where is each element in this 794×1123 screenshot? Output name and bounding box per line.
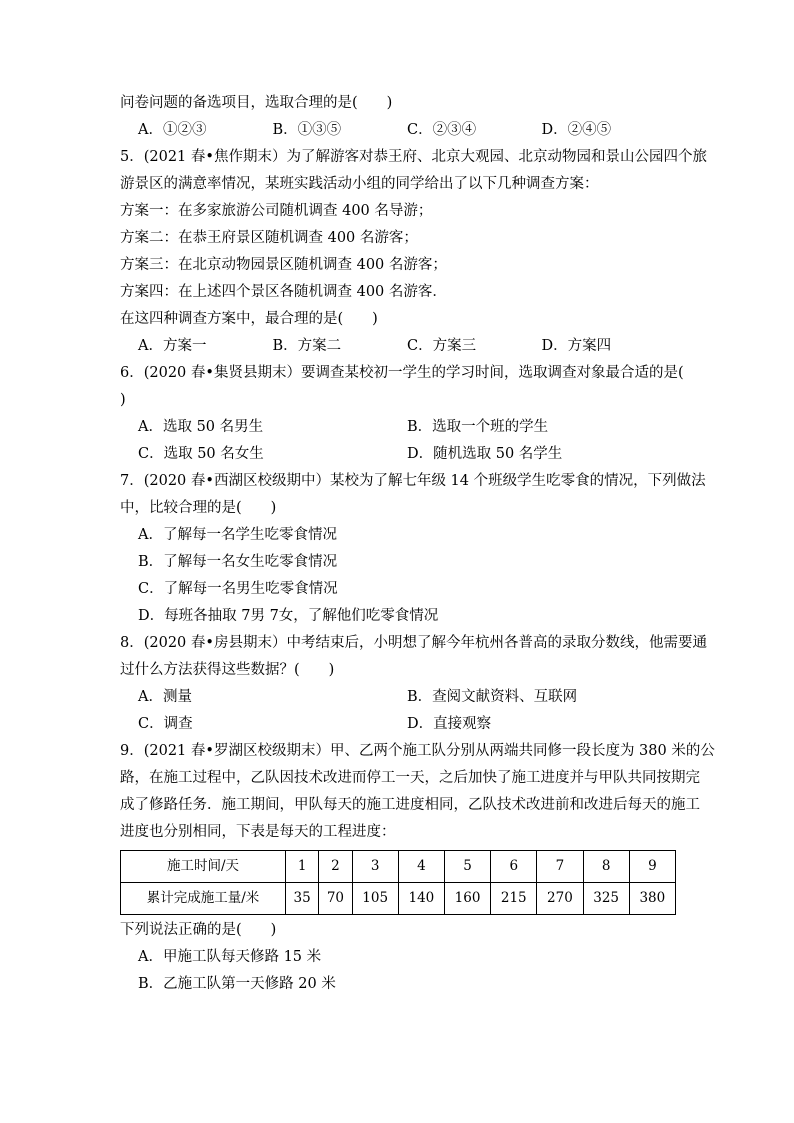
q4-option-d: D．②④⑤ — [541, 122, 612, 138]
q7-option-a: A．了解每一名学生吃零食情况 — [138, 527, 337, 543]
q9-question: 下列说法正确的是( ) — [120, 922, 277, 938]
q9-progress-table — [120, 850, 676, 915]
table-cell-day: 3 — [352, 851, 398, 883]
table-cell-amount: 140 — [398, 883, 444, 915]
q4-option-c: C．②③④ — [407, 122, 477, 138]
q9-stem-line2: 路，在施工过程中，乙队因技术改进而停工一天，之后加快了施工进度并与甲队共同按期完 — [120, 770, 700, 786]
table-cell-day: 8 — [583, 851, 629, 883]
table-row — [121, 851, 676, 883]
q5-option-b: B．方案二 — [272, 338, 342, 354]
q9-option-a: A．甲施工队每天修路 15 米 — [138, 949, 322, 965]
q8-options-row1 — [120, 684, 676, 711]
q6-stem-line2: ) — [120, 392, 126, 408]
table-cell-amount: 270 — [537, 883, 583, 915]
q5-stem-line1: 5．(2021 春•焦作期末）为了解游客对恭王府、北京大观园、北京动物园和景山公园四个旅 — [120, 149, 707, 165]
q9-stem-line3: 成了修路任务．施工期间，甲队每天的施工进度相同，乙队技术改进前和改进后每天的施工 — [120, 797, 700, 813]
table-cell-day: 2 — [319, 851, 352, 883]
q5-options — [120, 333, 676, 360]
table-cell-amount: 160 — [444, 883, 490, 915]
q6-options-row2 — [120, 441, 676, 468]
q4-options — [120, 117, 676, 144]
q9-stem-line1: 9．(2021 春•罗湖区校级期末）甲、乙两个施工队分别从两端共同修一段长度为 380 米的公 — [120, 743, 715, 759]
table-cell-amount: 215 — [491, 883, 537, 915]
q5-question: 在这四种调查方案中，最合理的是( ) — [120, 311, 378, 327]
table-cell-day: 5 — [444, 851, 490, 883]
q6-options-row1 — [120, 414, 676, 441]
q5-option-d: D．方案四 — [541, 338, 612, 354]
table-cell-day: 6 — [491, 851, 537, 883]
q5-stem-line2: 游景区的满意率情况，某班实践活动小组的同学给出了以下几种调查方案： — [120, 176, 599, 192]
table-cell-day: 1 — [286, 851, 319, 883]
table-cell-day: 7 — [537, 851, 583, 883]
table-cell-day: 4 — [398, 851, 444, 883]
q7-stem-line1: 7．(2020 春•西湖区校级期中）某校为了解七年级 14 个班级学生吃零食的情况，下列做法 — [120, 473, 706, 489]
table-row-header-amount: 累计完成施工量/米 — [121, 883, 286, 915]
q8-stem-line2: 过什么方法获得这些数据？( ) — [120, 662, 335, 678]
document-page — [120, 90, 715, 998]
q7-option-c: C．了解每一名男生吃零食情况 — [138, 581, 338, 597]
table-cell-amount: 70 — [319, 883, 352, 915]
q8-options-row2 — [120, 711, 676, 738]
q6-option-d: D．随机选取 50 名学生 — [407, 446, 563, 462]
table-cell-amount: 35 — [286, 883, 319, 915]
q9-stem-line4: 进度也分别相同，下表是每天的工程进度： — [120, 824, 396, 840]
q5-option-c: C．方案三 — [407, 338, 477, 354]
q7-option-d: D．每班各抽取 7男 7女，了解他们吃零食情况 — [138, 608, 439, 624]
q8-option-c: C．调查 — [138, 716, 193, 732]
q6-option-c: C．选取 50 名女生 — [138, 446, 264, 462]
q5-option-a: A．方案一 — [138, 338, 207, 354]
q4-option-b: B．①③⑤ — [272, 122, 342, 138]
q8-option-b: B．查阅文献资料、互联网 — [407, 689, 578, 705]
q5-plan-2: 方案二：在恭王府景区随机调查 400 名游客； — [120, 230, 418, 246]
table-cell-day: 9 — [629, 851, 675, 883]
table-row-header-days: 施工时间/天 — [121, 851, 286, 883]
table-cell-amount: 105 — [352, 883, 398, 915]
q6-stem-line1: 6．(2020 春•集贤县期末）要调查某校初一学生的学习时间，选取调查对象最合适的是( — [120, 365, 684, 381]
q5-plan-1: 方案一：在多家旅游公司随机调查 400 名导游； — [120, 203, 433, 219]
q9-option-b: B．乙施工队第一天修路 20 米 — [138, 976, 336, 992]
q6-option-a: A．选取 50 名男生 — [138, 419, 264, 435]
q7-option-b: B．了解每一名女生吃零食情况 — [138, 554, 338, 570]
table-cell-amount: 380 — [629, 883, 675, 915]
q8-option-d: D．直接观察 — [407, 716, 492, 732]
q8-option-a: A．测量 — [138, 689, 192, 705]
q4-stem-tail: 问卷问题的备选项目，选取合理的是( ) — [120, 95, 393, 111]
q8-stem-line1: 8．(2020 春•房县期末）中考结束后，小明想了解今年杭州各普高的录取分数线，他需要通 — [120, 635, 707, 651]
table-row — [121, 883, 676, 915]
q4-option-a: A．①②③ — [138, 122, 207, 138]
q5-plan-4: 方案四：在上述四个景区各随机调查 400 名游客． — [120, 284, 447, 300]
table-cell-amount: 325 — [583, 883, 629, 915]
q5-plan-3: 方案三：在北京动物园景区随机调查 400 名游客； — [120, 257, 447, 273]
q7-stem-line2: 中，比较合理的是( ) — [120, 500, 277, 516]
q6-option-b: B．选取一个班的学生 — [407, 419, 549, 435]
